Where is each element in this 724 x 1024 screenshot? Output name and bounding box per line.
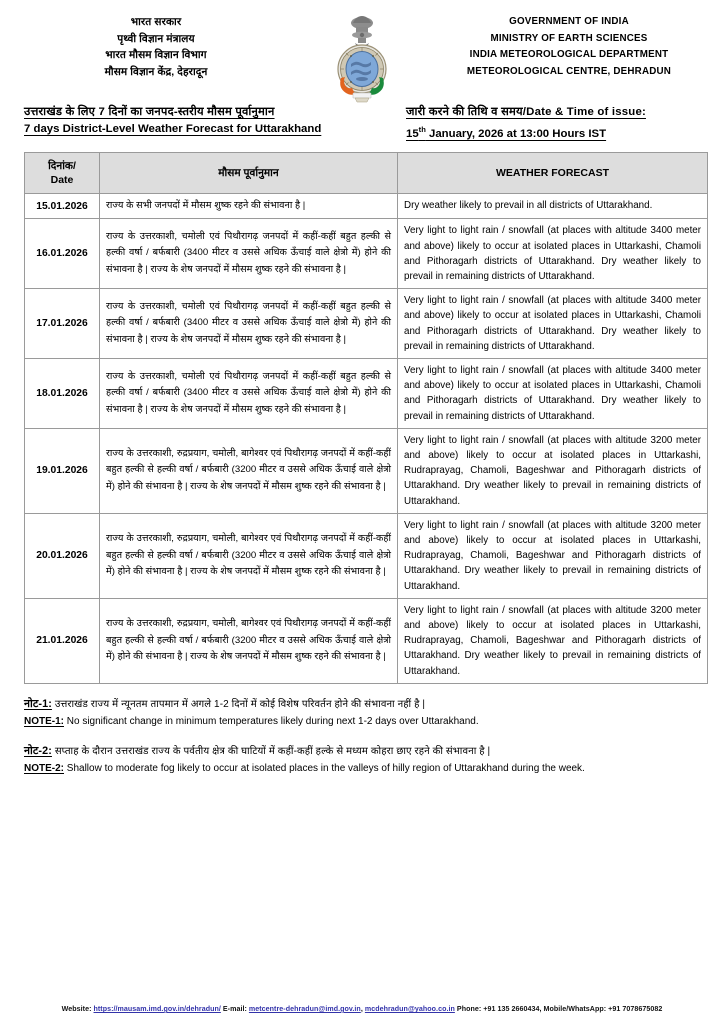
forecast-table-body xyxy=(25,193,708,683)
table-row xyxy=(25,428,708,513)
masthead-english-block xyxy=(436,14,706,80)
footer-email-label: E-mail: xyxy=(220,1005,249,1013)
footer-email-link-2[interactable]: mcdehradun@yahoo.co.in xyxy=(364,1005,455,1013)
row-forecast-hindi: राज्य के उत्तरकाशी, रुद्रप्रयाग, चमोली, बागेश्वर एवं पिथौरागढ़ जनपदों में कहीं-कहीं बहुत हल्की से हल्की वर्षा / बर्फबारी (3200 मीटर व उससे अधिक ऊँचाई वाले क्षेत्रो में) होने की संभावना है | राज्य के शेष जनपदों में मौसम शुष्क रहने की संभावना है | xyxy=(100,598,398,683)
footer-email-separator: , xyxy=(360,1005,365,1013)
column-header-forecast-hindi: मौसम पूर्वानुमान xyxy=(100,152,398,193)
row-date: 20.01.2026 xyxy=(25,513,100,598)
column-header-date-english: Date xyxy=(50,173,74,186)
note-1 xyxy=(24,696,704,730)
row-date: 19.01.2026 xyxy=(25,428,100,513)
forecast-table xyxy=(24,152,708,684)
note-1-english-label: NOTE-1: xyxy=(24,715,64,727)
india-meteorological-department-emblem-icon xyxy=(329,14,395,112)
row-forecast-english: Very light to light rain / snowfall (at places with altitude 3200 meter and above) likely to occur at isolated places in Uttarkashi, Rudraprayag, Chamoli, Bageshwar and Pithoragarh districts of Uttarakhand. Dry weather likely to prevail in remaining districts of Uttarakhand. xyxy=(398,428,708,513)
note-2 xyxy=(24,743,704,777)
document-footer xyxy=(0,1004,724,1015)
masthead-english-line-4: METEOROLOGICAL CENTRE, DEHRADUN xyxy=(466,65,672,77)
masthead-hindi-line-2: पृथ्वी विज्ञान मंत्रालय xyxy=(117,32,195,45)
table-row xyxy=(25,219,708,289)
row-forecast-hindi: राज्य के उत्तरकाशी, चमोली एवं पिथौरागढ़ जनपदों में कहीं-कहीं बहुत हल्की से हल्की वर्षा / बर्फबारी (3400 मीटर व उससे अधिक ऊँचाई वाले क्षेत्रो में) होने की संभावना है | राज्य के शेष जनपदों में मौसम शुष्क रहने की संभावना है | xyxy=(100,219,398,289)
column-header-date xyxy=(25,152,100,193)
row-forecast-hindi: राज्य के उत्तरकाशी, रुद्रप्रयाग, चमोली, बागेश्वर एवं पिथौरागढ़ जनपदों में कहीं-कहीं बहुत हल्की से हल्की वर्षा / बर्फबारी (3200 मीटर व उससे अधिक ऊँचाई वाले क्षेत्रो में) होने की संभावना है | राज्य के शेष जनपदों में मौसम शुष्क रहने की संभावना है | xyxy=(100,428,398,513)
footer-website-link[interactable]: https://mausam.imd.gov.in/dehradun/ xyxy=(93,1005,221,1013)
issue-value xyxy=(406,121,706,143)
issue-rest: January, 2026 at 13:00 Hours IST xyxy=(425,127,607,140)
row-date: 17.01.2026 xyxy=(25,289,100,359)
row-date: 21.01.2026 xyxy=(25,598,100,683)
note-1-english xyxy=(24,713,704,730)
masthead-hindi-line-3: भारत मौसम विज्ञान विभाग xyxy=(105,49,207,61)
row-forecast-hindi: राज्य के उत्तरकाशी, रुद्रप्रयाग, चमोली, बागेश्वर एवं पिथौरागढ़ जनपदों में कहीं-कहीं बहुत हल्की से हल्की वर्षा / बर्फबारी (3200 मीटर व उससे अधिक ऊँचाई वाले क्षेत्रो में) होने की संभावना है | राज्य के शेष जनपदों में मौसम शुष्क रहने की संभावना है | xyxy=(100,513,398,598)
issue-day: 15 xyxy=(406,127,419,140)
issue-datetime-block xyxy=(406,104,706,143)
table-row xyxy=(25,193,708,219)
masthead-hindi-line-1: भारत सरकार xyxy=(130,16,182,28)
note-2-hindi xyxy=(24,743,704,760)
row-forecast-english: Very light to light rain / snowfall (at places with altitude 3400 meter and above) likely to occur at isolated places in Uttarkashi, Chamoli and Pithoragarh districts of Uttarakhand. Dry weather likely to prevail in remaining districts of Uttarakhand. xyxy=(398,358,708,428)
note-1-hindi xyxy=(24,696,704,713)
note-1-english-text: No significant change in minimum temperatures likely during next 1-2 days over Uttarakhand. xyxy=(64,715,479,727)
row-forecast-english: Very light to light rain / snowfall (at places with altitude 3400 meter and above) likely to occur at isolated places in Uttarkashi, Chamoli and Pithoragarh districts of Uttarakhand. Dry weather likely to prevail in remaining districts of Uttarakhand. xyxy=(398,219,708,289)
row-forecast-english: Very light to light rain / snowfall (at places with altitude 3200 meter and above) likely to occur at isolated places in Uttarkashi, Rudraprayag, Chamoli, Bageshwar and Pithoragarh districts of Uttarakhand. Dry weather likely to prevail in remaining districts of Uttarakhand. xyxy=(398,513,708,598)
page-title-english: 7 days District-Level Weather Forecast for Uttarakhand xyxy=(24,123,322,135)
table-row xyxy=(25,358,708,428)
table-row xyxy=(25,289,708,359)
row-date: 16.01.2026 xyxy=(25,219,100,289)
footer-phone: Phone: +91 135 2660434, Mobile/WhatsApp: +91 7078675082 xyxy=(454,1005,663,1013)
note-2-english-label: NOTE-2: xyxy=(24,762,64,774)
note-1-hindi-label: नोट-1: xyxy=(24,697,52,710)
issue-label: जारी करने की तिथि व समय/Date & Time of issue: xyxy=(406,106,646,118)
note-2-english-text: Shallow to moderate fog likely to occur at isolated places in the valleys of hilly region of Uttarakhand during the week. xyxy=(64,762,585,774)
masthead-english-line-3: INDIA METEOROLOGICAL DEPARTMENT xyxy=(469,49,669,60)
table-row xyxy=(25,598,708,683)
notes-section xyxy=(24,696,704,777)
note-1-hindi-text: उत्तराखंड राज्य में न्यूनतम तापमान में अगले 1-2 दिनों में कोई विशेष परिवर्तन होने की संभावना नहीं है | xyxy=(51,698,426,710)
emblem-container xyxy=(322,14,402,114)
table-header-row xyxy=(25,152,708,193)
document-masthead xyxy=(0,0,724,100)
row-date: 15.01.2026 xyxy=(25,193,100,219)
row-forecast-english: Very light to light rain / snowfall (at places with altitude 3200 meter and above) likely to occur at isolated places in Uttarkashi, Rudraprayag, Chamoli, Bageshwar and Pithoragarh districts of Uttarakhand. Dry weather likely to prevail in remaining districts of Uttarakhand. xyxy=(398,598,708,683)
issue-day-suffix: th xyxy=(418,125,426,134)
row-date: 18.01.2026 xyxy=(25,358,100,428)
page-title-hindi: उत्तराखंड के लिए 7 दिनों का जनपद-स्तरीय मौसम पूर्वानुमान xyxy=(24,106,275,118)
footer-email-link-1[interactable]: metcentre-dehradun@imd.gov.in xyxy=(248,1005,361,1013)
masthead-hindi-line-4: मौसम विज्ञान केंद्र, देहरादून xyxy=(104,65,208,78)
column-header-date-hindi: दिनांक/ xyxy=(48,159,76,172)
masthead-hindi-block xyxy=(18,14,288,80)
column-header-forecast-english: WEATHER FORECAST xyxy=(398,152,708,193)
note-2-english xyxy=(24,760,704,777)
masthead-english-line-1: GOVERNMENT OF INDIA xyxy=(509,16,629,27)
table-row xyxy=(25,513,708,598)
note-2-hindi-text: सप्ताह के दौरान उत्तराखंड राज्य के पर्वतीय क्षेत्र की घाटियों में कहीं-कहीं हल्के से मध्यम कोहरा छाए रहने की संभावना है | xyxy=(51,745,491,757)
row-forecast-english: Very light to light rain / snowfall (at places with altitude 3400 meter and above) likely to occur at isolated places in Uttarkashi, Chamoli and Pithoragarh districts of Uttarakhand. Dry weather likely to prevail in remaining districts of Uttarakhand. xyxy=(398,289,708,359)
footer-website-label: Website: xyxy=(61,1005,94,1013)
row-forecast-hindi: राज्य के उत्तरकाशी, चमोली एवं पिथौरागढ़ जनपदों में कहीं-कहीं बहुत हल्की से हल्की वर्षा / बर्फबारी (3400 मीटर व उससे अधिक ऊँचाई वाले क्षेत्रो में) होने की संभावना है | राज्य के शेष जनपदों में मौसम शुष्क रहने की संभावना है | xyxy=(100,289,398,359)
note-2-hindi-label: नोट-2: xyxy=(24,744,52,757)
row-forecast-hindi: राज्य के उत्तरकाशी, चमोली एवं पिथौरागढ़ जनपदों में कहीं-कहीं बहुत हल्की से हल्की वर्षा / बर्फबारी (3400 मीटर व उससे अधिक ऊँचाई वाले क्षेत्रो में) होने की संभावना है | राज्य के शेष जनपदों में मौसम शुष्क रहने की संभावना है | xyxy=(100,358,398,428)
masthead-english-line-2: MINISTRY OF EARTH SCIENCES xyxy=(490,32,648,44)
row-forecast-english: Dry weather likely to prevail in all districts of Uttarakhand. xyxy=(398,193,708,219)
row-forecast-hindi: राज्य के सभी जनपदों में मौसम शुष्क रहने की संभावना है | xyxy=(100,193,398,219)
